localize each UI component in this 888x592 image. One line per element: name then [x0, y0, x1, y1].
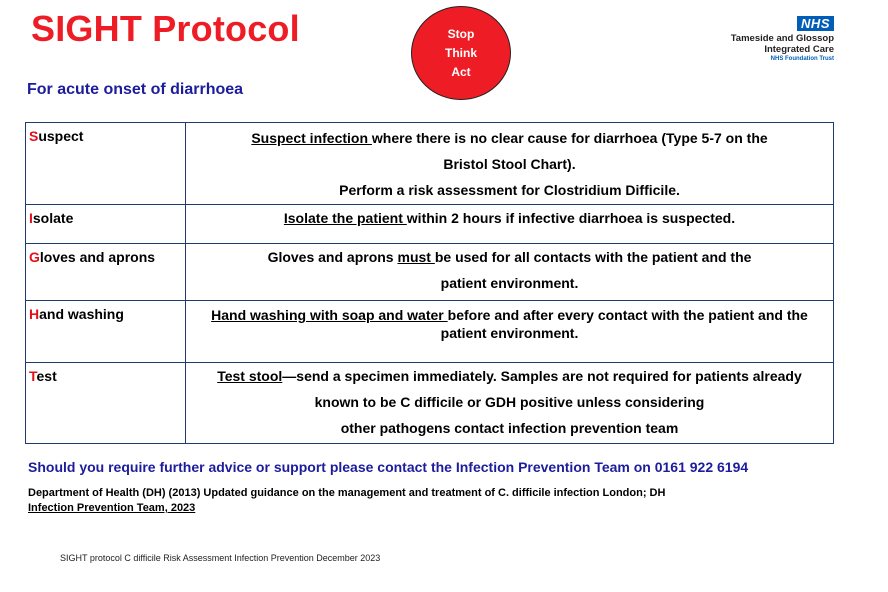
page-title: SIGHT Protocol — [31, 8, 300, 49]
description-text: where there is no clear cause for diarrhoea (Type 5-7 on the — [371, 130, 768, 146]
row-label — [26, 205, 186, 244]
logo-trust-name-1: Tameside and Glossop — [730, 33, 834, 44]
description-line — [188, 125, 831, 151]
subtitle: For acute onset of diarrhoea — [27, 81, 244, 98]
logo-trust-type: NHS Foundation Trust — [770, 56, 834, 62]
footer-note: SIGHT protocol C difficile Risk Assessment Infection Prevention December 2023 — [60, 553, 381, 563]
row-label-rest: and washing — [39, 306, 124, 322]
table-row-suspect — [26, 123, 834, 205]
row-description — [186, 363, 834, 444]
description-text: known to be C difficile or GDH positive unless considering — [314, 394, 705, 410]
description-text: Bristol Stool Chart). — [443, 156, 576, 172]
row-initial: G — [29, 249, 40, 265]
stop-think-act-badge — [411, 6, 511, 100]
nhs-logo — [731, 15, 834, 64]
row-label — [26, 123, 186, 205]
description-line — [188, 270, 831, 296]
row-description — [186, 244, 834, 301]
sight-table — [25, 122, 834, 444]
description-text: within 2 hours if infective diarrhoea is suspected. — [406, 210, 736, 226]
underlined-phrase: Hand washing with soap and water — [211, 307, 448, 323]
row-initial: I — [29, 210, 33, 226]
row-label-rest: est — [36, 368, 57, 384]
description-text: Gloves and aprons — [267, 249, 398, 265]
description-text: before and after every contact with the patient and the — [447, 307, 808, 323]
description-text: patient environment. — [440, 325, 579, 341]
description-line — [188, 177, 831, 203]
row-label-rest: uspect — [38, 128, 84, 144]
logo-trust-name-2: Integrated Care — [764, 44, 834, 55]
reference — [28, 486, 665, 516]
description-line — [188, 205, 831, 231]
description-text: Perform a risk assessment for Clostridium Difficile. — [339, 182, 680, 198]
table-row-gloves-and-aprons — [26, 244, 834, 301]
description-line — [188, 306, 831, 324]
row-label — [26, 363, 186, 444]
description-text: —send a specimen immediately. Samples are not required for patients already — [282, 368, 802, 384]
row-label — [26, 244, 186, 301]
row-label-rest: loves and aprons — [39, 249, 156, 265]
row-initial: T — [29, 368, 37, 384]
row-label-rest: solate — [32, 210, 74, 226]
table-row-isolate — [26, 205, 834, 244]
description-text: patient environment. — [440, 275, 579, 291]
contact-info: Should you require further advice or support please contact the Infection Prevention Team on 0161 922 6194 — [28, 459, 749, 475]
row-description — [186, 123, 834, 205]
row-initial: S — [29, 128, 39, 144]
badge-stop: Stop — [447, 26, 475, 41]
row-description — [186, 301, 834, 363]
reference-team: Infection Prevention Team, 2023 — [28, 502, 196, 514]
underlined-phrase: Test stool — [217, 368, 283, 384]
underlined-phrase: Suspect infection — [251, 130, 372, 146]
reference-citation: Department of Health (DH) (2013) Updated guidance on the management and treatment of C. difficile infection London; DH — [28, 487, 666, 499]
row-initial: H — [29, 306, 40, 322]
description-line — [188, 363, 831, 389]
row-description — [186, 205, 834, 244]
description-line — [188, 244, 831, 270]
badge-act: Act — [451, 64, 471, 79]
description-line — [188, 151, 831, 177]
row-label — [26, 301, 186, 363]
description-line — [188, 389, 831, 415]
nhs-logo-mark: NHS — [797, 16, 834, 31]
description-text: be used for all contacts with the patient and the — [434, 249, 752, 265]
table-row-test — [26, 363, 834, 444]
table-row-hand-washing — [26, 301, 834, 363]
description-line — [188, 324, 831, 342]
underlined-phrase: Isolate the patient — [283, 210, 407, 226]
description-line — [188, 415, 831, 441]
underlined-phrase: must — [397, 249, 435, 265]
badge-think: Think — [445, 45, 477, 60]
description-text: other pathogens contact infection prevention team — [340, 420, 679, 436]
